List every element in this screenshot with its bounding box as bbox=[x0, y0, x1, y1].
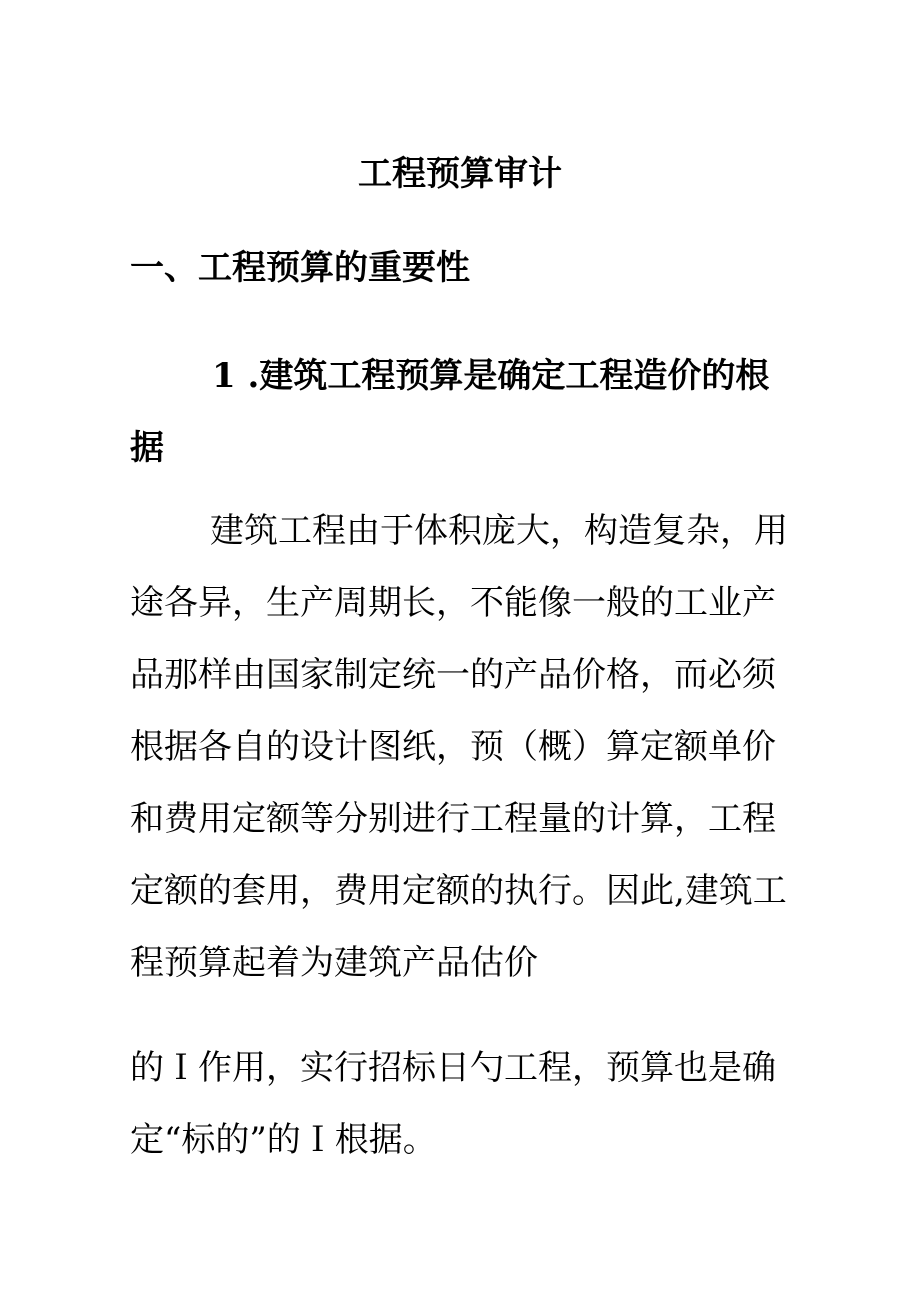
section-heading: 一、工程预算的重要性 bbox=[130, 248, 470, 288]
body-paragraph: 建筑工程由于体积庞大，构造复杂，用途各异，生产周期长，不能像一般的工业产品那样由国家制定统一的产品价格，而必须根据各自的设计图纸，预（概）算定额单价和费用定额等分别进行工程量的计算，工程定额的套用，费用定额的执行。因此,建筑工程预算起着为建筑产品估价 bbox=[130, 511, 788, 983]
document-title: 工程预算审计 bbox=[358, 154, 562, 194]
body-paragraph-continued: 的Ｉ作用，实行招标日勺工程，预算也是确定“标的”的Ｉ根据。 bbox=[130, 1048, 776, 1160]
sub-heading: 1 .建筑工程预算是确定工程造价的根据 bbox=[130, 356, 770, 468]
